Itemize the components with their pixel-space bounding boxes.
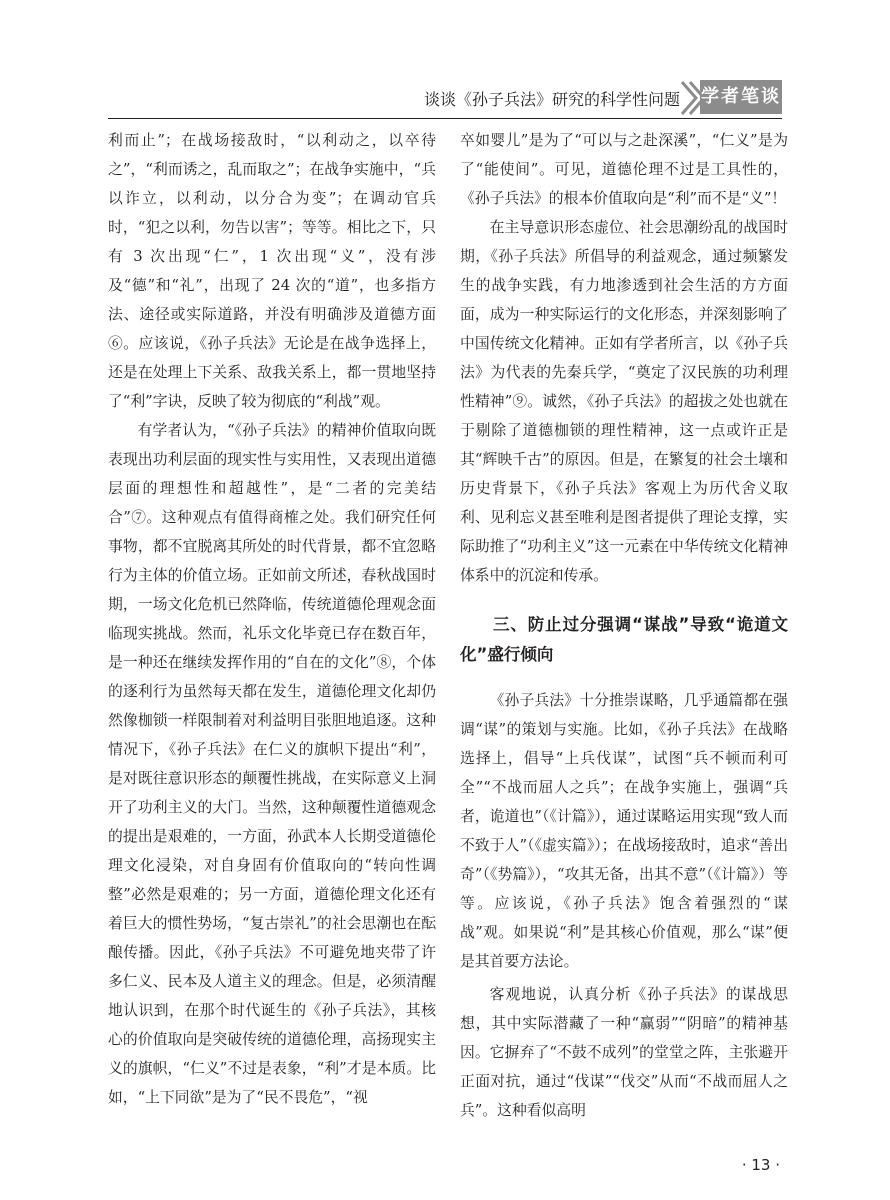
paragraph: 在主导意识形态虚位、社会思潮纷乱的战国时期，《孙子兵法》所倡导的利益观念，通过频繁发生的战争实践，有力地渗透到社会生活的方方面面，成为一种实际运行的文化形态，并深刻影响了中国传统文化精神。正如有学者所言，以《孙子兵法》为代表的先秦兵学，“奠定了汉民族的功利理性精神”⑨。诚然，《孙子兵法》的超拔之处也就在于剔除了道德枷锁的理性精神，这一点或许正是其“辉映千古”的原因。但是，在繁复的社会土壤和历史背景下，《孙子兵法》客观上为历代舍义取利、见利忘义甚至唯利是图者提供了理论支撑，实际助推了“功利主义”这一元素在中华传统文化精神体系中的沉淀和传承。: [460, 219, 788, 584]
paragraph: 卒如婴儿”是为了“可以与之赴深溪”，“仁义”是为了“能使间”。可见，道德伦理不过是工具性的，《孙子兵法》的根本价值取向是“利”而不是“义”！: [460, 132, 788, 207]
header-rule: [108, 118, 782, 119]
paragraph: 有学者认为，“《孙子兵法》的精神价值取向既表现出功利层面的现实性与实用性，又表现出道德层面的理想性和超越性”，是“二者的完美结合”⑦。这种观点有值得商榷之处。我们研究任何事物，都不宜脱离其所处的时代背景，都不宜忽略行为主体的价值立场。正如前文所述，春秋战国时期，一场文化危机已然降临，传统道德伦理观念面临现实挑战。然而，礼乐文化毕竟已存在数百年，是一种还在继续发挥作用的“自在的文化”⑧，个体的逐利行为虽然每天都在发生，道德伦理文化却仍然像枷锁一样限制着对利益明目张胆地追逐。这种情况下，《孙子兵法》在仁义的旗帜下提出“利”，是对既往意识形态的颠覆性挑战，在实际意义上洞开了功利主义的大门。当然，这种颠覆性道德观念的提出是艰难的，一方面，孙武本人长期受道德伦理文化浸染，对自身固有价值取向的“转向性调整”必然是艰难的；另一方面，道德伦理文化还有着巨大的惯性势场，“复古崇礼”的社会思潮也在酝酿传播。因此，《孙子兵法》不可避免地夹带了许多仁义、民本及人道主义的理念。但是，必须清醒地认识到，在那个时代诞生的《孙子兵法》，其核心的价值取向是突破传统的道德伦理，高扬现实主义的旗帜，“仁义”不过是表象，“利”才是本质。比如，“上下同欲”是为了“民不畏危”，“视: [108, 422, 436, 1106]
running-header: [0, 78, 890, 118]
paragraph: 客观地说，认真分析《孙子兵法》的谋战思想，其中实际潜藏了一种“赢弱”“阴暗”的精神基因。它摒弃了“不鼓不成列”的堂堂之阵，主张避开正面对抗，通过“伐谋”“伐交”从而“不战而屈人之兵”。这种看似高明: [460, 986, 788, 1119]
right-column: [460, 126, 788, 1125]
section-badge: 学者笔谈: [700, 80, 782, 114]
paragraph: 《孙子兵法》十分推崇谋略，几乎通篇都在强调“谋”的策划与实施。比如，《孙子兵法》在战略选择上，倡导“上兵伐谋”，试图“兵不顿而利可全”“不战而屈人之兵”；在战争实施上，强调“兵者，诡道也”（《计篇》），通过谋略运用实现“致人而不致于人”（《虚实篇》）；在战场接敌时，追求“善出奇”（《势篇》），“攻其无备，出其不意”（《计篇》）等等。应该说，《孙子兵法》饱含着强烈的“谋战”观。如果说“利”是其核心价值观，那么“谋”便是其首要方法论。: [460, 692, 788, 970]
article-title: 谈谈《孙子兵法》研究的科学性问题: [423, 90, 680, 109]
left-column: [108, 126, 436, 1112]
page-number: · 13 ·: [741, 1156, 780, 1174]
section-heading: 三、防止过分强调“谋战”导致“诡道文化”盛行倾向: [460, 615, 788, 664]
paragraph: 利而止”；在战场接敌时，“以利动之，以卒待之”，“利而诱之，乱而取之”；在战争实施中，“兵以诈立，以利动，以分合为变”；在调动官兵时，“犯之以利，勿告以害”；等等。相比之下，只有 3 次出现“仁”，1 次出现“义”，没有涉及“德”和“礼”，出现了 24 次的“道”，也多指方法、途径或实际道路，并没有明确涉及道德方面⑥。应该说，《孙子兵法》无论是在战争选择上，还是在处理上下关系、敌我关系上，都一贯地坚持了“利”字诀，反映了较为彻底的“利战”观。: [108, 132, 436, 410]
